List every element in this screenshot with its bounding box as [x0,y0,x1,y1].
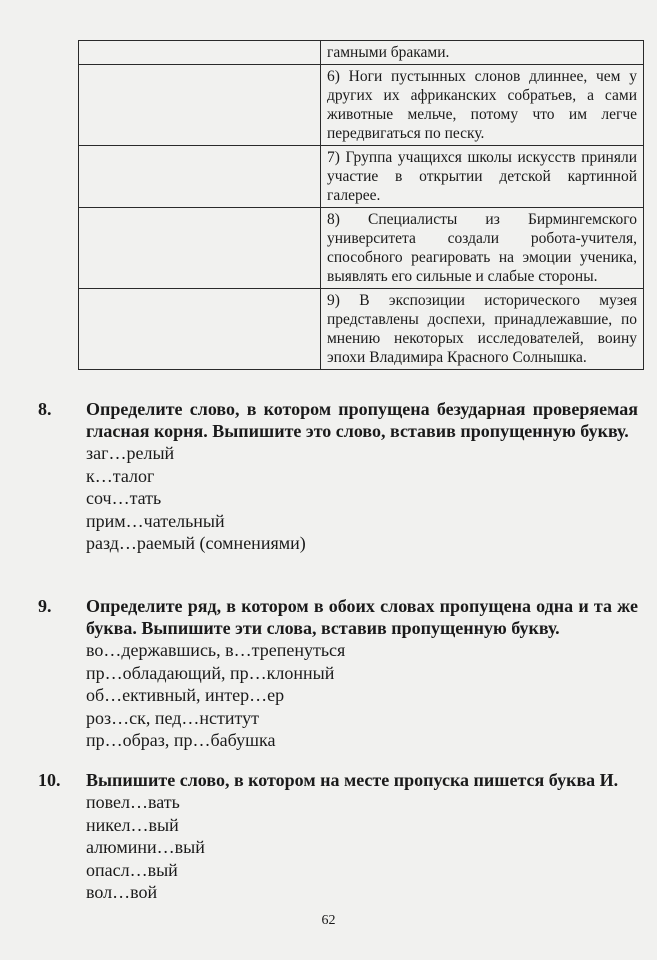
answer-option: во…державшись, в…трепенуться [86,640,346,660]
answer-option: прим…чательный [86,510,225,531]
table-row [79,65,644,146]
table-cell-sentence: 6) Ноги пустынных слонов длиннее, чем у других их африканских собратьев, а сами животные мельче, потому что им легче передвигаться по песку. [321,65,644,146]
answer-options [86,791,638,904]
answer-option: к…талог [86,465,155,486]
question-9 [38,595,638,752]
table-cell-left [79,208,321,289]
question-text: Выпишите слово, в котором на месте пропуска пишется буква И. [86,770,619,790]
answer-options [86,442,638,555]
answer-option: пр…образ, пр…бабушка [86,730,276,750]
table-cell-left [79,289,321,370]
table-row [79,41,644,65]
table-cell-left [79,41,321,65]
question-text: Определите слово, в котором пропущена безударная проверяемая гласная корня. Выпишите это слово, вставив пропущенную букву. [86,399,638,441]
table-cell-sentence: 8) Специалисты из Бирмингемского университета создали робота-учителя, способного реагировать на эмоции ученика, выявлять его сильные и слабые стороны. [321,208,644,289]
table-cell-sentence: гамными браками. [321,41,644,65]
answer-option: пр…обладающий, пр…клонный [86,662,335,683]
answer-options [86,639,638,752]
answer-option: соч…тать [86,488,162,508]
question-text: Определите ряд, в котором в обоих словах пропущена одна и та же буква. Выпишите эти слова, вставив пропущенную букву. [86,596,638,638]
answer-option: опасл…вый [86,859,178,880]
page-number: 62 [321,913,336,928]
table-row [79,146,644,208]
table-cell-left [79,65,321,146]
table-row [79,208,644,289]
examples-table [78,40,644,370]
answer-option: разд…раемый (сомнениями) [86,533,306,553]
answer-option: никел…вый [86,814,179,835]
table-cell-left [79,146,321,208]
answer-option: алюмини…вый [86,837,205,857]
table-row [79,289,644,370]
question-number: 10. [38,770,61,790]
answer-option: об…ективный, интер…ер [86,685,285,705]
question-10 [38,769,638,904]
answer-option: роз…ск, пед…нститут [86,707,260,728]
question-number: 9. [38,596,52,616]
answer-option: повел…вать [86,792,180,812]
table-cell-sentence: 9) В экспозиции исторического музея представлены доспехи, принадлежавшие, по мнению некоторых исследователей, воину эпохи Владимира Красного Солнышка. [321,289,644,370]
question-number: 8. [38,399,52,419]
answer-option: заг…релый [86,443,175,463]
table-cell-sentence: 7) Группа учащихся школы искусств приняли участие в открытии детской картинной галерее. [321,146,644,208]
question-8 [38,398,638,555]
answer-option: вол…вой [86,882,158,902]
